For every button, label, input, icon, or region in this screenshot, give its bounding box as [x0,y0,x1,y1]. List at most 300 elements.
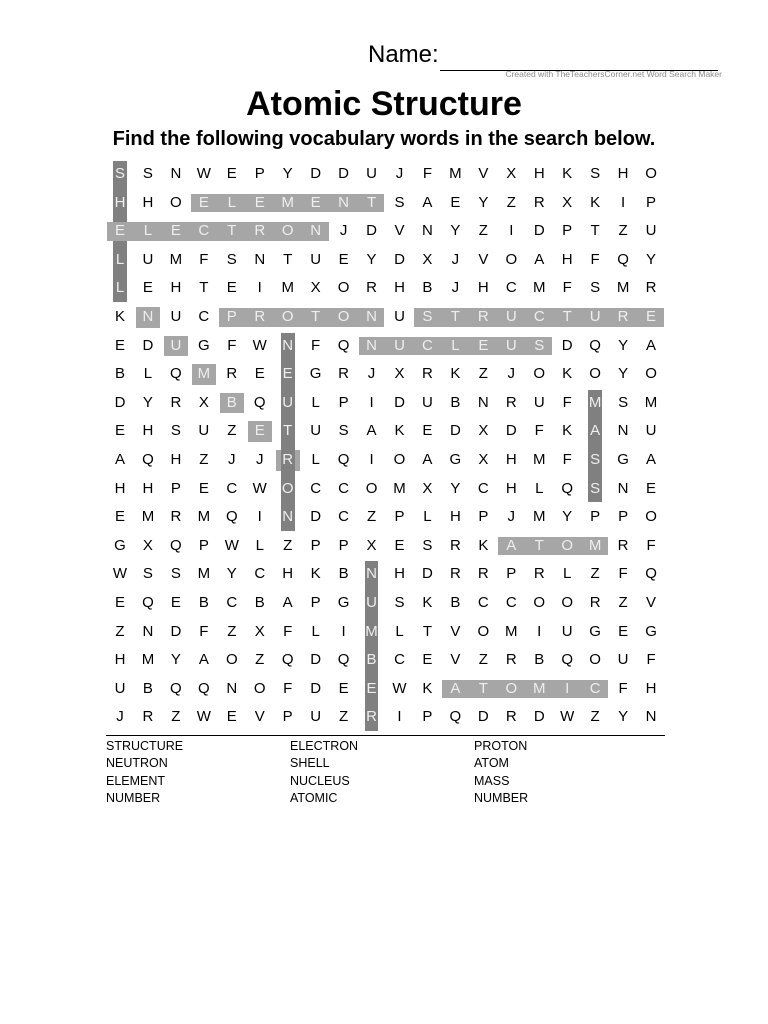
grid-letter: E [198,193,209,211]
grid-letter: P [646,193,657,211]
grid-letter: J [451,250,460,268]
grid-letter: S [422,308,433,325]
grid-letter: C [198,308,210,325]
grid-letter: R [254,222,266,240]
grid-letter: C [505,594,517,611]
word-list-item: ELEMENT [106,773,166,788]
grid-letter: H [170,279,182,297]
grid-letter: Z [478,365,488,383]
grid-letter: X [254,622,265,640]
grid-letter: M [169,250,183,268]
grid-letter: U [310,422,322,440]
grid-letter: G [309,365,322,383]
word-list-item: ELECTRON [290,739,359,753]
grid-letter: M [197,365,211,383]
grid-letter: I [341,622,346,640]
word-list-item: MASS [474,773,510,788]
grid-letter: B [422,279,433,297]
grid-letter: W [196,165,211,182]
grid-letter: E [114,594,125,611]
grid-letter: U [366,165,377,182]
grid-letter: X [142,536,153,554]
grid-letter: U [310,250,322,268]
grid-letter: L [115,279,125,297]
grid-letter: T [227,222,237,240]
page-title: Atomic Structure [246,85,522,123]
grid-letter: R [617,308,629,325]
grid-letter: D [142,336,154,354]
grid-letter: T [422,622,433,640]
grid-letter: Y [618,708,629,726]
grid-letter: U [561,622,573,640]
grid-letter: C [533,308,545,325]
grid-letter: Z [590,708,600,726]
grid-letter: O [337,279,350,297]
grid-letter: R [505,393,517,411]
grid-letter: G [589,622,601,640]
grid-letter: J [507,365,516,383]
grid-letter: E [618,622,629,640]
word-list-item: NUCLEUS [290,773,350,788]
grid-letter: H [394,565,405,583]
grid-letter: O [281,308,294,325]
grid-letter: P [618,508,629,526]
grid-letter: H [533,165,545,182]
grid-letter: H [617,165,629,182]
grid-letter: J [451,279,460,297]
grid-letter: R [477,308,489,325]
grid-letter: F [590,250,600,268]
grid-letter: P [562,222,573,240]
grid-letter: B [254,594,265,611]
word-list-item: ATOMIC [290,790,338,805]
grid-letter: I [369,393,374,411]
grid-letter: Q [645,565,657,583]
grid-letter: L [563,565,572,583]
grid-letter: A [450,679,461,697]
grid-letter: A [646,336,657,354]
grid-letter: E [450,193,461,211]
grid-letter: R [505,651,517,669]
grid-letter: B [114,365,125,383]
grid-letter: Z [339,708,349,726]
grid-letter: C [310,479,322,497]
grid-letter: S [142,165,153,182]
grid-letter: P [590,508,601,526]
grid-letter: S [590,165,601,182]
grid-letter: E [226,708,237,726]
grid-letter: V [646,594,657,611]
grid-letter: H [114,651,126,669]
grid-letter: J [367,365,376,383]
grid-letter: Y [646,250,657,268]
grid-letter: Y [618,336,629,354]
grid-letter: E [646,308,657,325]
grid-letter: O [393,451,406,468]
grid-letter: O [589,365,601,383]
name-label: Name: [368,41,439,68]
grid-letter: Y [478,193,489,211]
grid-letter: S [114,165,125,182]
grid-letter: T [199,279,209,297]
grid-letter: Z [590,565,600,583]
grid-letter: H [170,451,182,468]
grid-letter: G [645,622,657,640]
grid-letter: Z [618,594,628,611]
word-list-item: STRUCTURE [106,739,184,753]
grid-letter: M [533,679,546,697]
grid-letter: O [225,651,238,669]
word-list-item: NUMBER [474,790,529,805]
grid-letter: E [254,365,265,383]
grid-letter: E [114,422,125,440]
grid-letter: O [645,508,657,526]
grid-letter: R [533,565,545,583]
grid-letter: R [226,365,238,383]
grid-letter: C [226,594,238,611]
grid-letter: K [394,422,405,440]
grid-letter: W [560,708,575,726]
grid-letter: Q [170,536,182,554]
grid-letter: S [590,479,601,497]
word-list-item: PROTON [474,739,528,753]
grid-letter: K [422,679,433,697]
grid-letter: D [505,422,517,440]
grid-letter: U [170,336,182,354]
grid-letter: O [281,222,294,240]
grid-letter: D [366,222,377,240]
grid-letter: K [478,536,489,554]
grid-letter: Y [450,479,461,497]
grid-letter: A [646,451,657,468]
grid-letter: C [589,679,601,697]
grid-letter: Q [253,393,266,411]
grid-letter: N [142,622,154,640]
grid-letter: D [310,679,322,697]
grid-letter: D [533,222,545,240]
grid-letter: U [422,393,433,411]
grid-letter: F [422,165,433,182]
grid-letter: B [198,594,209,611]
grid-letter: R [449,565,461,583]
grid-letter: E [254,193,265,211]
grid-letter: U [505,336,517,354]
grid-letter: U [617,651,629,669]
grid-letter: O [337,308,350,325]
grid-letter: T [478,679,488,697]
grid-letter: S [170,565,181,583]
grid-letter: U [645,222,657,240]
grid-letter: B [534,651,545,669]
grid-letter: I [621,193,626,211]
grid-letter: T [590,222,600,240]
grid-letter: O [505,679,518,697]
word-list-col-2 [290,738,358,807]
grid-letter: C [477,479,489,497]
grid-letter: S [226,250,237,268]
grid-letter: F [227,336,237,354]
grid-letter: R [142,708,154,726]
grid-letter: H [477,279,489,297]
grid-letter: Z [506,193,516,211]
grid-letter: F [199,622,209,640]
grid-letter: G [337,594,350,611]
grid-letter: P [338,393,349,411]
grid-letter: Q [142,594,154,611]
grid-letter: U [394,308,405,325]
grid-letter: K [562,365,573,383]
grid-letter: J [339,222,348,240]
grid-letter: G [198,336,210,354]
grid-letter: I [565,679,570,697]
grid-letter: H [394,279,405,297]
grid-letter: D [310,508,322,526]
grid-letter: Q [142,451,154,468]
grid-letter: P [198,536,209,554]
grid-letter: A [422,451,433,468]
grid-letter: F [618,565,628,583]
grid-letter: H [142,479,154,497]
grid-letter: N [422,222,433,240]
grid-letter: L [311,622,320,640]
grid-letter: F [534,422,544,440]
grid-letter: C [254,565,266,583]
grid-letter: R [422,365,433,383]
grid-letter: N [226,679,238,697]
grid-letter: P [338,536,349,554]
grid-letter: H [114,479,126,497]
grid-letter: N [366,565,377,583]
grid-letter: W [112,565,128,583]
grid-letter: X [478,422,489,440]
grid-letter: L [395,622,404,640]
grid-letter: N [645,708,657,726]
grid-letter: Q [617,250,629,268]
grid-letter: R [477,565,489,583]
grid-letter: B [338,565,349,583]
grid-letter: Z [478,651,488,669]
grid-letter: Y [282,165,293,182]
grid-letter: S [422,536,433,554]
grid-letter: P [478,508,489,526]
grid-letter: R [589,594,601,611]
grid-letter: L [451,336,460,354]
grid-letter: X [394,365,405,383]
grid-letter: Y [226,565,237,583]
grid-letter: Y [450,222,461,240]
grid-letter: X [422,250,433,268]
grid-letter: E [226,165,237,182]
grid-letter: Q [337,451,350,468]
grid-letter: T [450,308,460,325]
grid-letter: E [310,193,321,211]
grid-letter: E [422,651,433,669]
grid-letter: O [589,651,601,669]
grid-letter: Q [561,479,574,497]
grid-letter: N [366,308,377,325]
grid-letter: P [394,508,405,526]
grid-letter: R [449,536,461,554]
grid-letter: K [562,422,573,440]
grid-letter: E [338,250,349,268]
grid-letter: P [506,565,517,583]
grid-letter: B [366,651,377,669]
grid-letter: E [198,479,209,497]
grid-letter: K [310,565,321,583]
word-list-item: SHELL [290,756,330,771]
grid-letter: E [646,479,657,497]
grid-letter: E [366,679,377,697]
grid-letter: S [618,393,629,411]
word-list-col-3 [474,738,528,807]
grid-letter: H [561,250,573,268]
grid-letter: H [505,479,517,497]
grid-letter: U [366,594,377,611]
grid-letter: A [506,536,517,554]
grid-letter: L [143,222,153,240]
grid-letter: D [394,250,405,268]
grid-letter: C [338,508,350,526]
grid-letter: U [170,308,182,325]
grid-letter: X [198,393,209,411]
grid-letter: E [226,279,237,297]
grid-letter: M [533,279,546,297]
grid-letter: M [644,393,658,411]
grid-letter: Y [562,508,573,526]
grid-letter: I [369,451,374,468]
page-subtitle: Find the following vocabulary words in the search below. [112,128,656,150]
grid-letter: X [478,451,489,468]
grid-letter: Z [171,708,181,726]
grid-letter: O [253,679,266,697]
grid-letter: M [505,622,518,640]
word-list-col-1 [106,738,183,807]
grid-letter: S [142,565,153,583]
grid-letter: M [365,622,378,640]
grid-letter: Z [283,536,293,554]
grid-letter: E [170,222,181,240]
grid-letter: O [561,536,574,554]
grid-letter: N [170,165,182,182]
grid-letter: Q [170,679,182,697]
grid-letter: N [254,250,266,268]
grid-letter: M [588,536,602,554]
grid-letter: E [282,365,293,383]
grid-letter: O [645,365,657,383]
word-list-rule [106,735,665,736]
grid-letter: P [170,479,181,497]
grid-letter: U [589,308,601,325]
grid-letter: V [394,222,405,240]
grid-letter: J [507,508,516,526]
grid-letter: M [141,508,155,526]
grid-letter: T [283,422,293,440]
grid-letter: O [645,165,657,182]
grid-letter: V [450,622,461,640]
grid-letter: R [170,393,182,411]
grid-letter: M [197,508,211,526]
grid-letter: U [645,422,657,440]
grid-letter: G [114,536,126,554]
grid-letter: L [115,250,125,268]
grid-letter: R [282,451,294,468]
grid-letter: N [142,308,154,325]
grid-letter: F [199,250,209,268]
grid-letter: Z [227,422,237,440]
grid-letter: U [142,250,154,268]
grid-letter: P [310,594,321,611]
grid-letter: D [114,393,126,411]
grid-letter: V [478,165,489,182]
grid-letter: Z [478,222,488,240]
grid-letter: P [310,536,321,554]
grid-letter: E [338,679,349,697]
grid-letter: P [226,308,237,325]
grid-letter: L [255,536,264,554]
grid-letter: V [478,250,489,268]
grid-letter: M [393,479,406,497]
grid-letter: R [617,536,629,554]
grid-letter: M [281,279,294,297]
grid-letter: O [477,622,490,640]
grid-letter: U [310,708,322,726]
grid-letter: S [170,422,181,440]
grid-letter: A [422,193,433,211]
grid-letter: Z [199,451,209,468]
grid-letter: B [450,393,461,411]
grid-letter: E [142,279,153,297]
grid-letter: S [590,451,601,468]
grid-letter: N [310,222,322,240]
grid-letter: C [394,651,405,669]
grid-letter: E [254,422,265,440]
grid-letter: E [422,422,433,440]
grid-letter: L [535,479,544,497]
grid-letter: D [449,422,461,440]
grid-letter: O [505,250,518,268]
grid-letter: S [394,594,405,611]
grid-letter: H [142,422,154,440]
grid-letter: F [562,279,572,297]
grid-letter: I [397,708,402,726]
grid-letter: U [394,336,405,354]
grid-letter: O [533,594,546,611]
grid-letter: M [533,451,546,468]
grid-letter: K [422,594,433,611]
grid-letter: D [310,651,322,669]
grid-letter: F [646,651,656,669]
grid-letter: O [533,365,546,383]
grid-letter: D [170,622,182,640]
grid-letter: J [256,451,264,468]
grid-letter: X [422,479,433,497]
grid-letter: H [449,508,461,526]
grid-letter: A [282,594,293,611]
grid-letter: S [394,193,405,211]
grid-letter: S [534,336,545,354]
grid-letter: T [534,536,544,554]
grid-letter: Z [115,622,125,640]
grid-letter: Z [227,622,237,640]
grid-letter: U [533,393,545,411]
grid-letter: B [226,393,237,411]
grid-letter: M [197,565,211,583]
grid-letter: B [142,679,153,697]
grid-letter: Q [198,679,210,697]
grid-letter: M [533,508,546,526]
grid-letter: D [477,708,489,726]
grid-letter: O [561,594,574,611]
